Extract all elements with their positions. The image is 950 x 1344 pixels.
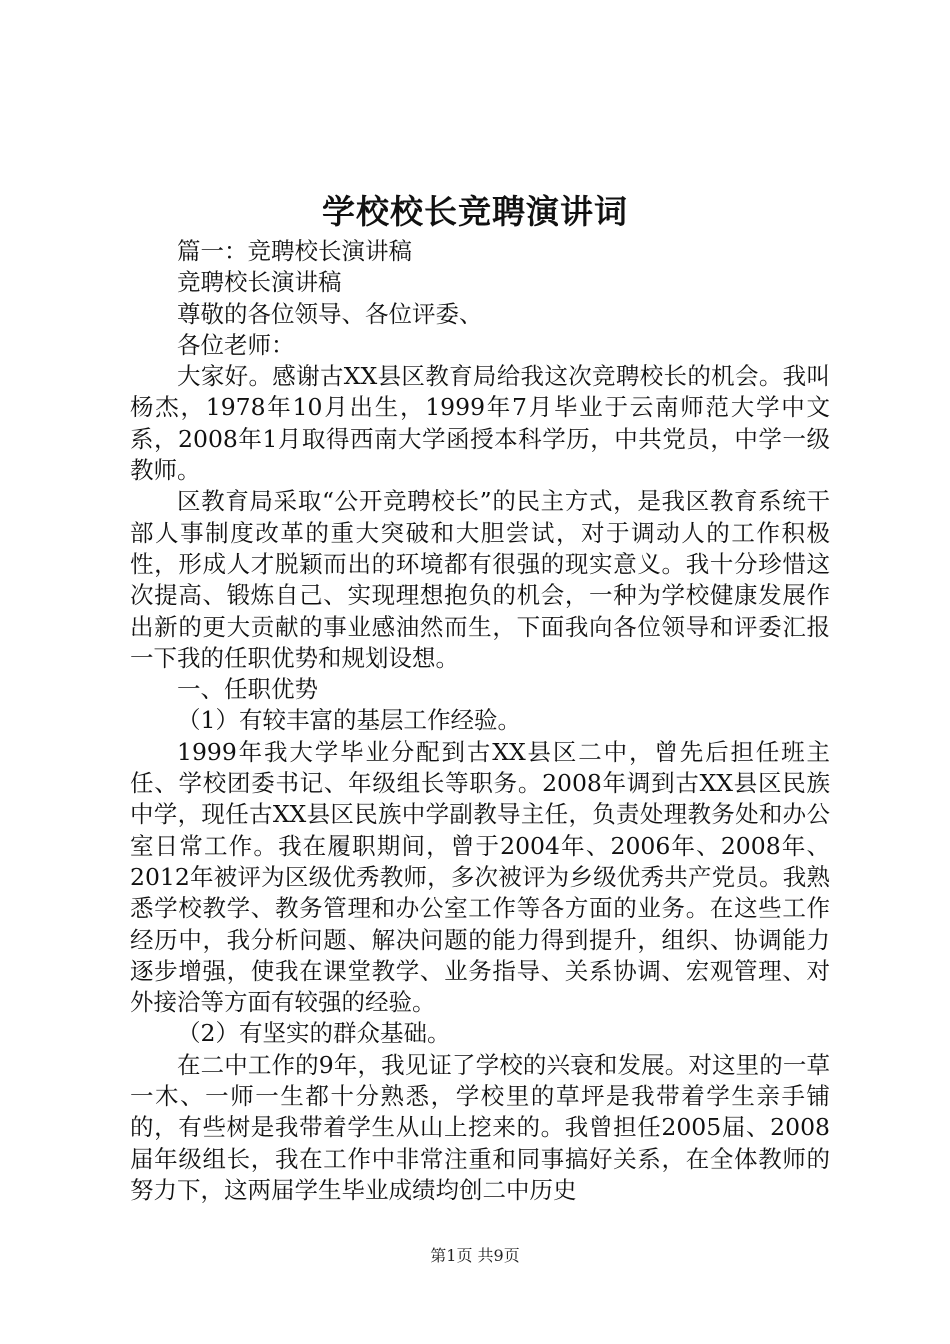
paragraph: 竞聘校长演讲稿 <box>177 268 342 297</box>
document-body <box>130 236 830 1206</box>
subsection-heading: （2）有坚实的群众基础。 <box>177 1019 451 1048</box>
section-heading: 一、任职优势 <box>177 675 318 704</box>
paragraph: 尊敬的各位领导、各位评委、 <box>177 299 483 328</box>
paragraph: 各位老师： <box>177 330 295 359</box>
paragraph: 篇一：竞聘校长演讲稿 <box>177 237 412 265</box>
paragraph: 在二中工作的9年，我见证了学校的兴衰和发展。对这里的一草一木、一师一生都十分熟悉，学校里的草坪是我带着学生亲手铺的，有些树是我带着学生从山上挖来的。我曾担任2005届、2008届年级组长，我在工作中非常注重和同事搞好关系，在全体教师的努力下，这两届学生毕业成绩均创二中历史 <box>130 1050 830 1204</box>
subsection-heading: （1）有较丰富的基层工作经验。 <box>177 706 521 735</box>
paragraph: 1999年我大学毕业分配到古XX县区二中，曾先后担任班主任、学校团委书记、年级组长等职务。2008年调到古XX县区民族中学，现任古XX县区民族中学副教导主任，负责处理教务处和办公室日常工作。我在履职期间，曾于2004年、2006年、2008年、2012年被评为区级优秀教师，多次被评为乡级优秀共产党员。我熟悉学校教学、教务管理和办公室工作等各方面的业务。在这些工作经历中，我分析问题、解决问题的能力得到提升，组织、协调能力逐步增强，使我在课堂教学、业务指导、关系协调、宏观管理、对外接洽等方面有较强的经验。 <box>130 737 830 1017</box>
document-title: 学校校长竞聘演讲词 <box>322 192 628 231</box>
page-footer: 第1页 共9页 <box>430 1246 520 1265</box>
paragraph: 大家好。感谢古XX县区教育局给我这次竞聘校长的机会。我叫杨杰，1978年10月出生，1999年7月毕业于云南师范大学中文系，2008年1月取得西南大学函授本科学历，中共党员，中学一级教师。 <box>130 362 830 485</box>
paragraph: 区教育局采取“公开竞聘校长”的民主方式，是我区教育系统干部人事制度改革的重大突破和大胆尝试，对于调动人的工作积极性，形成人才脱颖而出的环境都有很强的现实意义。我十分珍惜这次提高、锻炼自己、实现理想抱负的机会，一种为学校健康发展作出新的更大贡献的事业感油然而生，下面我向各位领导和评委汇报一下我的任职优势和规划设想。 <box>130 487 830 672</box>
